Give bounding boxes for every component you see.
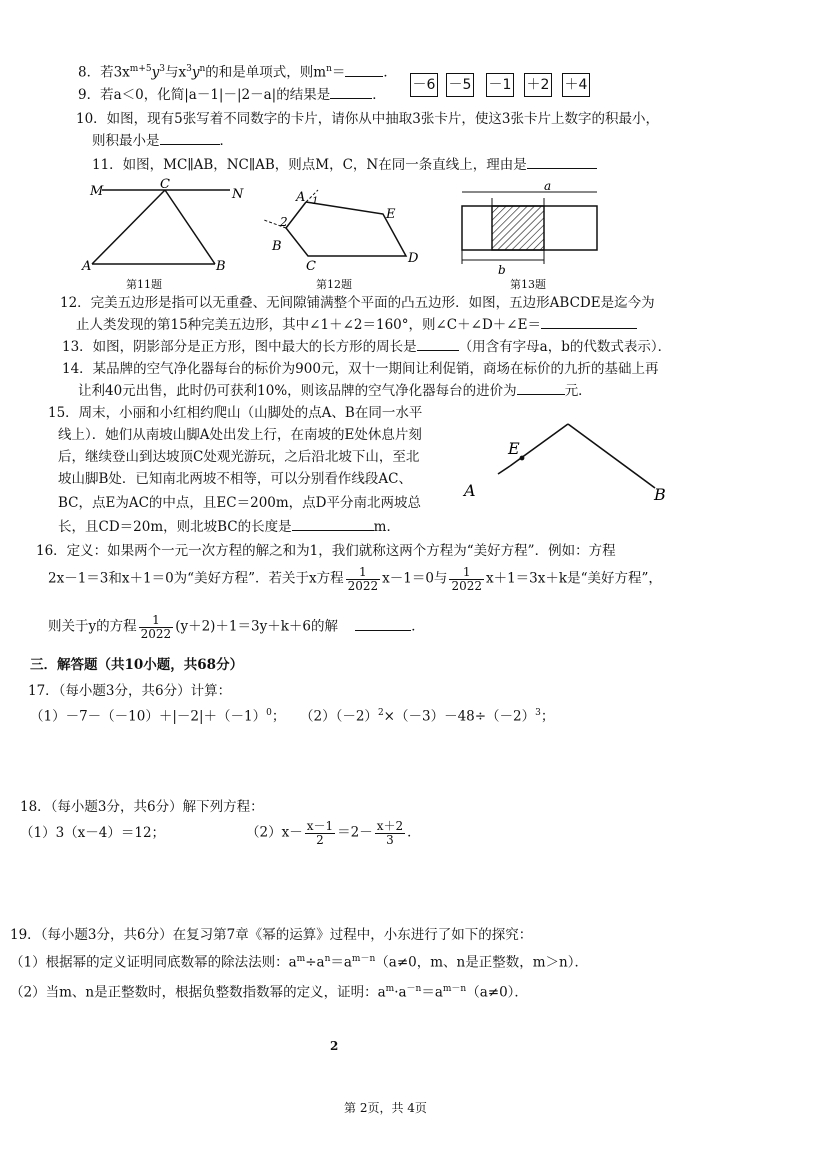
label-D: D xyxy=(408,251,419,266)
question-18-part1: （1）3（x－4）＝12； xyxy=(20,825,166,841)
section-3-title: 三．解答题（共10小题，共68分） xyxy=(30,657,244,673)
label-E: E xyxy=(386,207,396,222)
question-15-line2: 线上）．她们从南坡山脚A处出发上行，在南坡的E处休息片刻 xyxy=(58,427,422,443)
label-B: B xyxy=(216,259,226,274)
question-18-head: 18．（每小题3分，共6分）解下列方程： xyxy=(20,799,264,815)
figure-15 xyxy=(460,414,680,514)
label-a: a xyxy=(544,182,552,193)
label-C: C xyxy=(160,178,170,192)
question-15-line4: 坡山脚B处．已知南北两坡不相等，可以分别看作线段AC、 xyxy=(58,471,412,487)
label-b: b xyxy=(498,263,506,277)
question-12-line1: 12．完美五边形是指可以无重叠、无间隙铺满整个平面的凸五边形．如图，五边形ABCDE是迄今为 xyxy=(60,295,655,311)
card-3: －1 xyxy=(486,73,514,97)
figure-12-caption: 第12题 xyxy=(316,278,352,291)
card-4: ＋2 xyxy=(524,73,552,97)
figure-11-caption: 第11题 xyxy=(126,278,162,291)
figure-12 xyxy=(256,184,426,276)
angle-1: 1 xyxy=(312,196,319,207)
question-16-line1: 16．定义：如果两个一元一次方程的解之和为1，我们就称这两个方程为“美好方程”．例如：方程 xyxy=(36,543,616,559)
label-M: M xyxy=(90,184,104,199)
question-8: 8．若$3x^{m+5}y^3$与$x^3y^n$的和是单项式，则$m^n=$ ． xyxy=(78,64,397,81)
page-number: 2 xyxy=(330,1039,339,1053)
question-9: 9．若a＜0，化简|a－1|－|2－a|的结果是 ． xyxy=(78,87,386,103)
label-B: B xyxy=(272,239,282,254)
question-13: 13．如图，阴影部分是正方形，图中最大的长方形的周长是 （用含有字母a，b的代数式表示）． xyxy=(62,339,672,355)
question-19-head: 19．（每小题3分，共6分）在复习第7章《幂的运算》过程中，小东进行了如下的探究： xyxy=(10,927,533,943)
question-16-line2: 2x－1＝3和x＋1＝0为“美好方程”．若关于x方程 $\frac{1}{2022}$ x－1＝0与 $\frac{1}{2022}$ x＋1＝3x＋k是“美好方程”， xyxy=(48,565,662,593)
label-A: A xyxy=(464,481,476,500)
label-A: A xyxy=(82,259,92,274)
question-16-line3: 则关于y的方程 $\frac{1}{2022}$ (y＋2)＋1＝3y＋k＋6的解 ． xyxy=(48,613,425,641)
question-15-line5: BC，点E为AC的中点，且EC＝200m，点D平分南北两坡总 xyxy=(58,495,422,511)
question-15-line3: 后，继续登山到达坡顶C处观光游玩，之后沿北坡下山，至北 xyxy=(58,449,420,465)
figure-13 xyxy=(452,182,612,278)
question-17-part2: $(2)(-2)^2\times(-3)-48\div(-2)^3$； xyxy=(300,708,555,725)
question-10-line1: 10．如图，现有5张写着不同数字的卡片，请你从中抽取3张卡片，使这3张卡片上数字的积最小， xyxy=(76,111,659,127)
label-E: E xyxy=(508,439,520,458)
question-18-part2: （2）x－ $\frac{x-1}{2}$ ＝2－ $\frac{x+2}{3}$ ． xyxy=(246,819,421,847)
figure-11 xyxy=(80,178,250,278)
page-footer: 第 2页，共 4页 xyxy=(344,1101,427,1115)
question-14-line2: 让利40元出售，此时仍可获利10%，则该品牌的空气净化器每台的进价为 元． xyxy=(78,383,592,399)
question-11: 11．如图，MC∥AB，NC∥AB，则点M，C，N在同一条直线上，理由是 xyxy=(92,158,597,174)
question-10-line2: 则积最小是 ． xyxy=(92,133,233,149)
figure-13-caption: 第13题 xyxy=(510,278,546,291)
label-N: N xyxy=(232,187,244,202)
label-A: A xyxy=(296,190,306,205)
card-1: －6 xyxy=(410,73,438,97)
question-17-head: 17．（每小题3分，共6分）计算： xyxy=(28,683,232,699)
card-2: －5 xyxy=(446,73,474,97)
angle-2: 2 xyxy=(280,215,288,229)
question-19-part1: （1）根据幂的定义证明同底数幂的除法法则：$a^m\div a^n=a^{m-n}(a\ne 0$，m、n是正整数，m＞n）． xyxy=(10,954,588,971)
question-15-line1: 15．周末，小丽和小红相约爬山（山脚处的点A、B在同一水平 xyxy=(48,405,423,421)
question-19-part2: （2）当m、n是正整数时，根据负整数指数幂的定义，证明：$a^m\cdot a^{-n}=a^{m-n}(a\ne 0)$． xyxy=(10,984,528,1001)
label-C: C xyxy=(306,259,316,274)
question-17-part1: $(1)-7-(-10)+|-2|+(-1)^0$； xyxy=(30,708,286,725)
question-15-line6: 长，且CD＝20m，则北坡BC的长度是 m． xyxy=(58,519,400,535)
label-B: B xyxy=(654,485,666,504)
question-12-line2: 止人类发现的第15种完美五边形，其中∠1＋∠2＝160°，则∠C＋∠D＋∠E＝ xyxy=(76,318,637,334)
card-5: ＋4 xyxy=(562,73,590,97)
question-14-line1: 14．某品牌的空气净化器每台的标价为900元，双十一期间让利促销，商场在标价的九折的基础上再 xyxy=(62,361,659,377)
